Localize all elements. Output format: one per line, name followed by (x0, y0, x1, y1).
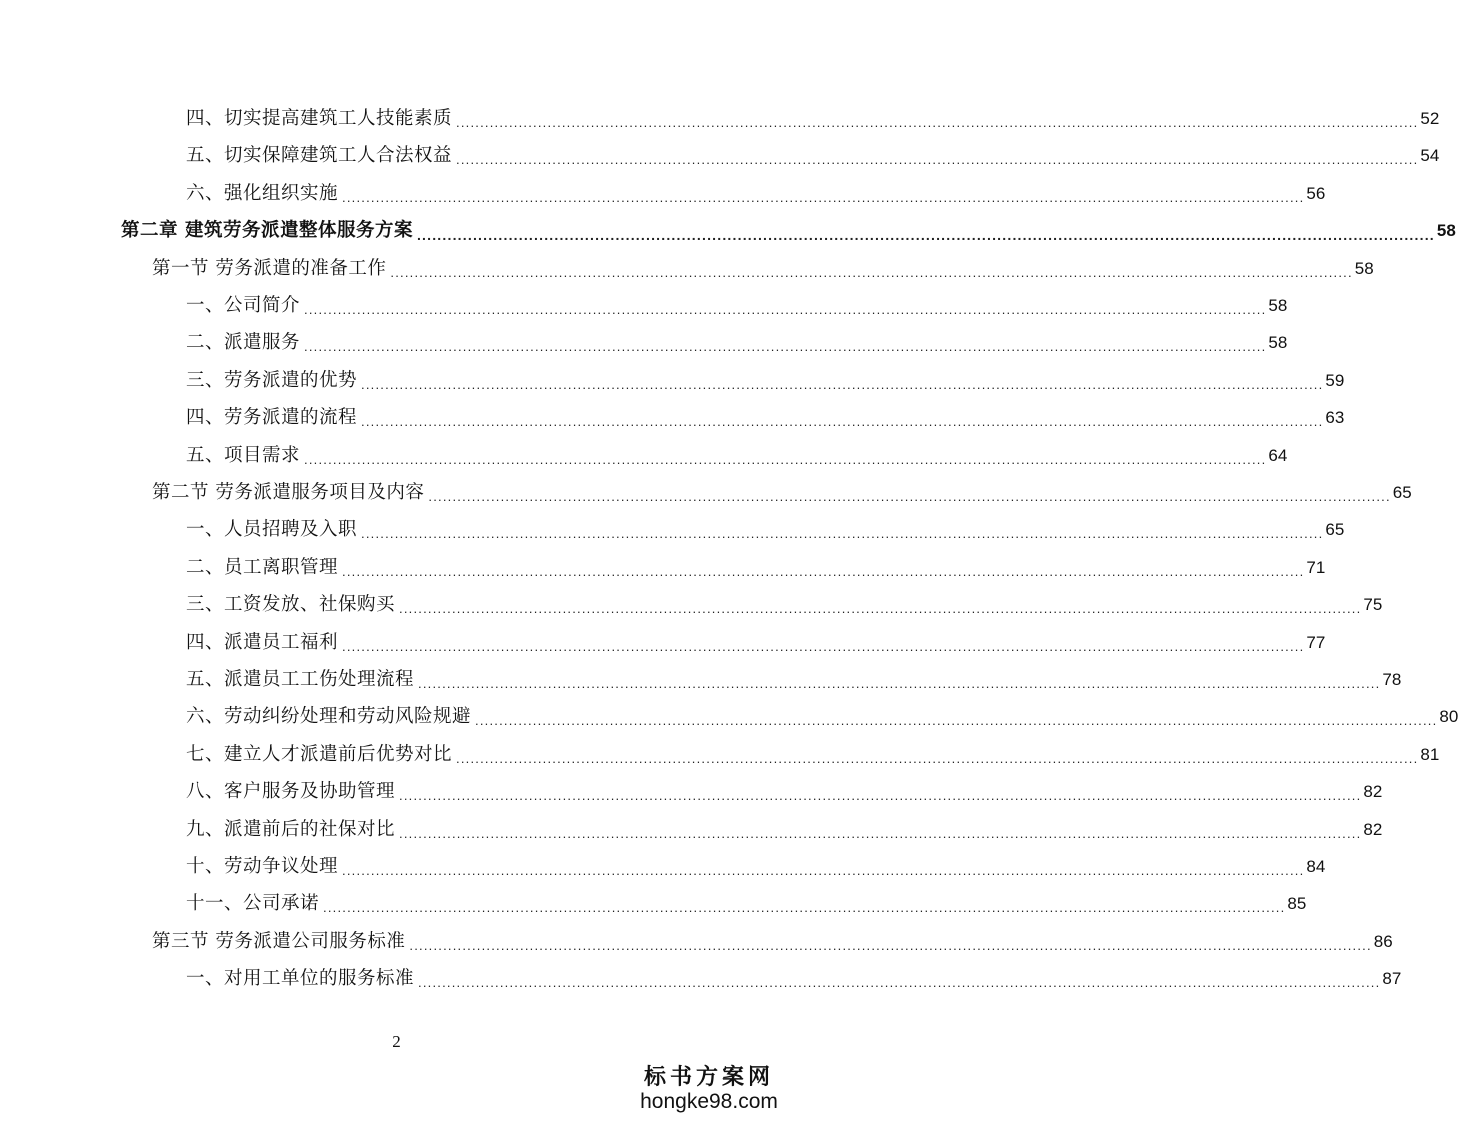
toc-entry-page: 80 (1439, 707, 1458, 727)
toc-entry-title: 七、建立人才派遣前后优势对比 (186, 743, 453, 765)
toc-dot-leader: ........................................................................................................................................................................................................ (342, 863, 1305, 878)
toc-dot-leader: ........................................................................................................................................................................................................ (399, 788, 1362, 804)
toc-dot-leader: ........................................................................................................................................................................................................ (304, 302, 1267, 317)
toc-dot-leader: ........................................................................................................................................................................................................ (390, 264, 1353, 280)
toc-entry[interactable] (152, 478, 1412, 508)
toc-entry[interactable] (186, 179, 1326, 209)
toc-dot-leader: ........................................................................................................................................................................................................ (342, 563, 1305, 579)
toc-entry-title: 五、项目需求 (186, 444, 301, 466)
toc-entry[interactable] (186, 515, 1345, 545)
toc-entry-title: 四、切实提高建筑工人技能素质 (186, 108, 453, 129)
toc-entry[interactable] (152, 254, 1374, 284)
toc-entry-page: 56 (1306, 183, 1326, 203)
watermark-site: hongke98.com (640, 1090, 778, 1113)
toc-entry[interactable] (186, 665, 1402, 695)
toc-entry[interactable] (186, 441, 1288, 471)
toc-dot-leader: ........................................................................................................................................................................................................ (416, 227, 1435, 244)
toc-entry[interactable] (186, 852, 1326, 882)
toc-entry-page: 77 (1306, 632, 1326, 652)
toc-entry-page: 71 (1306, 557, 1326, 577)
toc-entry[interactable] (186, 590, 1383, 620)
toc-entry-page: 81 (1420, 744, 1440, 764)
toc-entry-page: 58 (1268, 333, 1288, 353)
toc-entry[interactable] (186, 141, 1440, 171)
toc-entry-title: 第一节 劳务派遣的准备工作 (152, 257, 387, 279)
toc-entry-title: 第三节 劳务派遣公司服务标准 (152, 930, 406, 952)
toc-entry-page: 75 (1363, 595, 1383, 615)
toc-entry-page: 86 (1373, 931, 1393, 951)
toc-entry[interactable] (186, 889, 1307, 919)
toc-entry-page: 58 (1268, 296, 1288, 315)
toc-dot-leader: ........................................................................................................................................................................................................ (361, 376, 1324, 392)
toc-entry-title: 二、派遣服务 (186, 332, 301, 354)
toc-dot-leader: ........................................................................................................................................................................................................ (456, 115, 1419, 130)
toc-entry[interactable] (152, 927, 1393, 957)
toc-entry[interactable] (186, 740, 1440, 770)
toc-entry-page: 87 (1382, 969, 1402, 989)
toc-entry-title: 六、劳动纠纷处理和劳动风险规避 (186, 706, 472, 728)
toc-entry-page: 52 (1420, 109, 1440, 128)
toc-dot-leader: ........................................................................................................................................................................................................ (475, 713, 1438, 729)
toc-dot-leader: ........................................................................................................................................................................................................ (361, 526, 1324, 542)
toc-dot-leader: ........................................................................................................................................................................................................ (323, 900, 1286, 916)
toc-dot-leader: ........................................................................................................................................................................................................ (304, 451, 1267, 467)
toc-entry-title: 五、切实保障建筑工人合法权益 (186, 145, 453, 167)
toc-entry-title: 八、客户服务及协助管理 (186, 781, 396, 803)
toc-entry-title: 四、劳务派遣的流程 (186, 407, 358, 429)
toc-entry[interactable] (186, 702, 1458, 732)
toc-entry-title: 九、派遣前后的社保对比 (186, 818, 396, 840)
toc-entry-title: 六、强化组织实施 (186, 182, 339, 204)
toc-dot-leader: ........................................................................................................................................................................................................ (418, 975, 1381, 991)
toc-entry[interactable] (186, 777, 1383, 807)
toc-entry-page: 82 (1363, 819, 1383, 839)
site-watermark (639, 1064, 779, 1114)
toc-entry[interactable] (186, 553, 1326, 583)
toc-entry[interactable] (186, 815, 1383, 845)
toc-entry-page: 65 (1325, 520, 1345, 540)
toc-dot-leader: ........................................................................................................................................................................................................ (342, 638, 1305, 654)
toc-entry-page: 84 (1306, 857, 1326, 876)
toc-dot-leader: ........................................................................................................................................................................................................ (418, 676, 1381, 691)
toc-dot-leader: ........................................................................................................................................................................................................ (409, 937, 1372, 953)
toc-entry[interactable] (186, 104, 1440, 134)
toc-entry-title: 一、人员招聘及入职 (186, 519, 358, 541)
toc-entry-title: 十、劳动争议处理 (186, 856, 339, 877)
toc-dot-leader: ........................................................................................................................................................................................................ (304, 339, 1267, 355)
toc-entry-title: 第二章 建筑劳务派遣整体服务方案 (121, 220, 413, 242)
toc-dot-leader: ........................................................................................................................................................................................................ (456, 152, 1419, 168)
toc-entry[interactable] (186, 291, 1288, 321)
toc-entry-title: 三、劳务派遣的优势 (186, 369, 358, 391)
toc-entry-title: 一、对用工单位的服务标准 (186, 968, 415, 990)
watermark-name: 标书方案网 (643, 1064, 774, 1090)
toc-entry-title: 第二节 劳务派遣服务项目及内容 (152, 482, 425, 503)
toc-dot-leader: ........................................................................................................................................................................................................ (428, 489, 1391, 504)
toc-entry[interactable] (186, 328, 1288, 358)
toc-dot-leader: ........................................................................................................................................................................................................ (399, 825, 1362, 841)
toc-entry[interactable] (186, 964, 1402, 994)
toc-entry-page: 64 (1268, 445, 1288, 465)
toc-entry-title: 三、工资发放、社保购买 (186, 594, 396, 616)
toc-entry-page: 65 (1392, 483, 1412, 502)
toc-dot-leader: ........................................................................................................................................................................................................ (399, 601, 1362, 617)
toc-entry-page: 58 (1436, 221, 1456, 241)
toc-entry[interactable] (121, 216, 1456, 246)
page-number: 2 (392, 1032, 401, 1051)
toc-entry[interactable] (186, 366, 1345, 396)
toc-dot-leader: ........................................................................................................................................................................................................ (456, 750, 1419, 766)
toc-entry-page: 78 (1382, 670, 1402, 689)
toc-entry-page: 58 (1354, 258, 1374, 278)
toc-entry-page: 85 (1287, 894, 1307, 914)
toc-entry[interactable] (186, 403, 1345, 433)
toc-entry-page: 63 (1325, 408, 1345, 428)
toc-entry-title: 五、派遣员工工伤处理流程 (186, 669, 415, 690)
toc-entry-title: 十一、公司承诺 (186, 893, 320, 915)
toc-entry-title: 一、公司简介 (186, 295, 301, 316)
toc-entry-page: 59 (1325, 370, 1345, 390)
toc-entry-page: 82 (1363, 782, 1383, 802)
toc-entry-title: 二、员工离职管理 (186, 556, 339, 578)
toc-entry[interactable] (186, 628, 1326, 658)
toc-entry-title: 四、派遣员工福利 (186, 631, 339, 653)
toc-dot-leader: ........................................................................................................................................................................................................ (342, 189, 1305, 205)
toc-entry-page: 54 (1420, 146, 1440, 166)
toc-dot-leader: ........................................................................................................................................................................................................ (361, 414, 1324, 430)
